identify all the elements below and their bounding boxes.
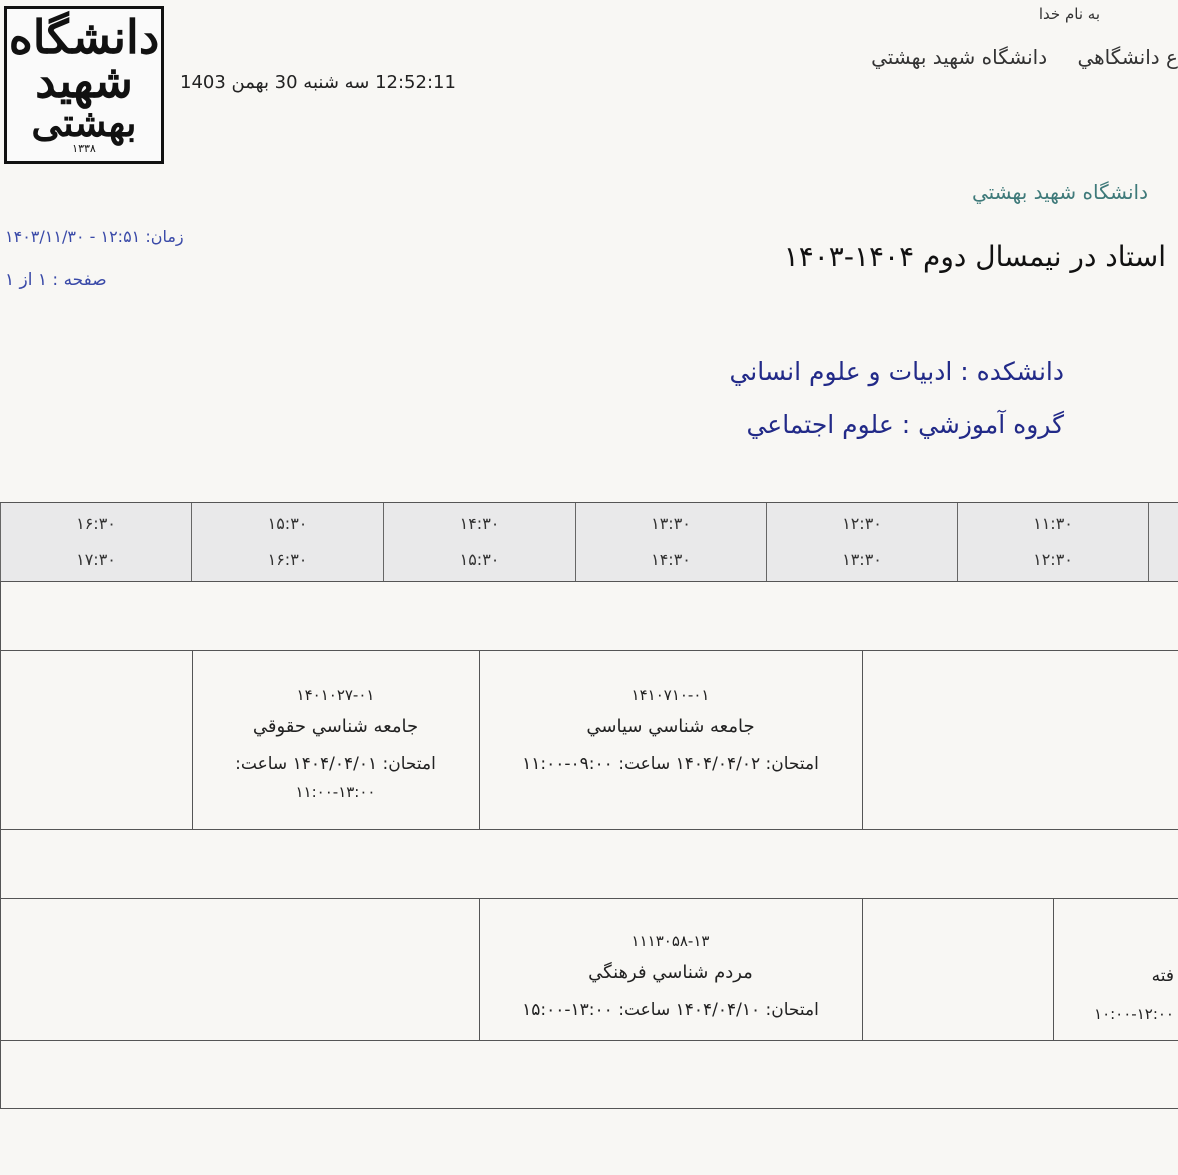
time-slot: [192, 503, 384, 581]
clipped-cell-label: فته: [1151, 966, 1174, 986]
page-indicator: صفحه : ۱ از ۱: [5, 270, 107, 290]
cell-divider: [862, 898, 863, 1040]
course-cell[interactable]: [479, 898, 862, 1040]
report-title: استاد در نيمسال دوم ۱۴۰۴-۱۴۰۳: [783, 240, 1166, 273]
course-exam: امتحان: ۱۴۰۴/۰۴/۰۱ ساعت:: [235, 754, 436, 774]
print-datetime: 12:52:11 سه شنبه 30 بهمن 1403: [180, 72, 456, 93]
course-exam: امتحان: ۱۴۰۴/۰۴/۱۰ ساعت: ۱۳:۰۰-۱۵:۰۰: [522, 1000, 819, 1020]
time-slot-end: ۱۵:۳۰: [459, 550, 500, 569]
left-border: [0, 582, 1, 1109]
time-slot: [384, 503, 576, 581]
report-time: زمان: ۱۲:۵۱ - ۱۴۰۳/۱۱/۳۰: [5, 227, 184, 246]
course-name: جامعه شناسي سياسي: [586, 716, 755, 737]
top-nav: [847, 45, 1178, 69]
time-slot-start: ۱۳:۳۰: [651, 514, 691, 533]
time-slot: [576, 503, 767, 581]
nav-item-system[interactable]: ع دانشگاهي: [1077, 45, 1178, 69]
logo-line-3: بهشتی: [31, 100, 137, 145]
time-slot-start: ۱۱:۳۰: [1033, 514, 1073, 533]
course-name: مردم شناسي فرهنگي: [588, 962, 753, 983]
time-slot-end: ۱۳:۳۰: [842, 550, 882, 569]
row-divider: [0, 829, 1178, 830]
time-slot-start: ۱۵:۳۰: [267, 514, 308, 533]
time-slot-end: ۱۴:۳۰: [651, 550, 691, 569]
time-slot-start: ۱۶:۳۰: [76, 514, 116, 533]
logo-line-1: دانشگاه: [8, 10, 160, 64]
row-divider: [0, 1040, 1178, 1041]
course-cell[interactable]: [192, 650, 479, 829]
bismillah: به نام خدا: [1038, 5, 1100, 23]
course-exam-time: ۱۱:۰۰-۱۳:۰۰: [295, 783, 376, 801]
course-code: ۱۴۰۱۰۲۷-۰۱: [296, 686, 375, 704]
course-name: جامعه شناسي حقوقي: [252, 716, 419, 737]
time-slot: [0, 503, 192, 581]
group-label: گروه آموزشي : علوم اجتماعي: [746, 410, 1064, 439]
time-slot: [958, 503, 1149, 581]
logo-year: ۱۳۳۸: [72, 142, 96, 155]
course-code: ۱۱۱۳۰۵۸-۱۳: [631, 932, 710, 950]
university-name: دانشگاه شهيد بهشتي: [971, 180, 1148, 204]
time-slot-end: ۱۲:۳۰: [1033, 550, 1073, 569]
time-slot-header: [0, 502, 1178, 582]
time-slot: [767, 503, 958, 581]
cell-divider: [862, 650, 863, 829]
time-slot-end: ۱۷:۳۰: [76, 550, 116, 569]
logo-line-2: شهید: [35, 54, 133, 108]
time-slot-end: ۱۶:۳۰: [267, 550, 308, 569]
time-slot-clipped: [1149, 503, 1178, 581]
course-cell[interactable]: [479, 650, 862, 829]
cell-divider: [1053, 898, 1054, 1040]
course-code: ۱۴۱۰۷۱۰-۰۱: [631, 686, 710, 704]
faculty-label: دانشکده : ادبيات و علوم انساني: [729, 357, 1064, 386]
time-slot-start: ۱۲:۳۰: [842, 514, 882, 533]
clipped-cell-time: ۱۰:۰۰-۱۲:۰۰: [1094, 1005, 1174, 1023]
course-exam: امتحان: ۱۴۰۴/۰۴/۰۲ ساعت: ۰۹:۰۰-۱۱:۰۰: [522, 754, 819, 774]
time-slot-start: ۱۴:۳۰: [459, 514, 500, 533]
university-logo: [4, 6, 164, 164]
nav-item-university[interactable]: دانشگاه شهيد بهشتي: [871, 45, 1048, 69]
row-divider: [0, 1108, 1178, 1109]
